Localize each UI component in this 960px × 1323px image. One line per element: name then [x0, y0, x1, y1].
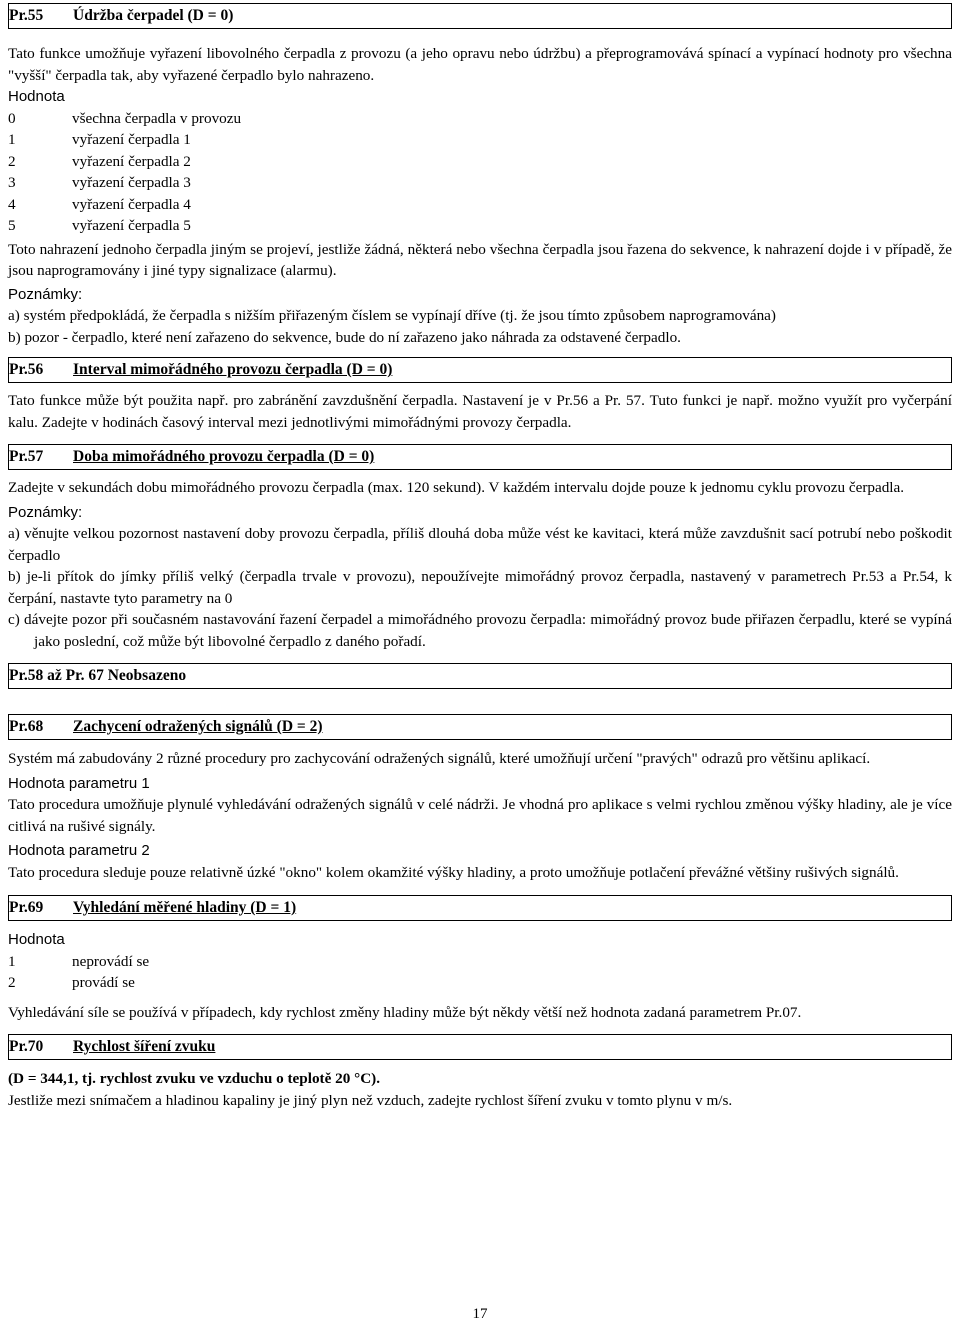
value-label: Hodnota parametru 1: [8, 774, 150, 792]
section-header-pr57: [8, 444, 952, 470]
value-label: Hodnota: [8, 931, 65, 948]
section-title: Rychlost šíření zvuku: [73, 1038, 216, 1055]
option-value: 5: [8, 217, 16, 234]
option-row: [8, 151, 952, 173]
section-header-pr69: [8, 895, 952, 921]
option-text: vyřazení čerpadla 2: [72, 152, 191, 170]
value-label: Hodnota: [8, 88, 65, 105]
paragraph: Vyhledávání síle se používá v případech, kdy rychlost změny hladiny může být někdy větší než hodnota zadaná parametrem Pr.07.: [8, 1003, 802, 1021]
option-text: vyřazení čerpadla 1: [72, 131, 191, 148]
section-title: Zachycení odražených signálů (D = 2): [73, 718, 323, 735]
section-title: Doba mimořádného provozu čerpadla (D = 0): [73, 448, 375, 465]
note: a) systém předpokládá, že čerpadla s nižším přiřazeným číslem se vypínají dříve (tj. že jsou tímto způsobem naprogramována): [8, 307, 776, 324]
option-row: [8, 108, 952, 130]
option-list: [8, 108, 952, 237]
option-value: 4: [8, 195, 16, 213]
option-row: [8, 972, 952, 994]
section-header-pr70: [8, 1034, 952, 1060]
note: c) dávejte pozor při současném nastavování řazení čerpadel a mimořádného provozu čerpadla: mimořádný provoz bude přiřazen čerpadlu, které se vypíná jako poslední, což může být libovolné čerpadlo z daného pořadí.: [8, 611, 952, 650]
option-value: 1: [8, 131, 16, 148]
section-header-pr68: [8, 714, 952, 740]
option-row: [8, 129, 952, 151]
option-row: [8, 215, 952, 237]
paragraph: Tato funkce může být použita např. pro zabránění zavzdušnění čerpadla. Nastavení je v Pr.56 a Pr. 57. Tuto funkci je např. možno využít pro vyčerpání kalu. Zadejte v hodinách časový interval mezi jednotlivými mimořádnými provozy čerpadla.: [8, 392, 952, 431]
option-text: provádí se: [72, 974, 135, 991]
paragraph: Jestliže mezi snímačem a hladinou kapaliny je jiný plyn než vzduch, zadejte rychlost šíření zvuku v tomto plynu v m/s.: [8, 1091, 733, 1109]
section-header-pr58-67: [8, 663, 952, 689]
section-header-pr56: [8, 357, 952, 383]
section-header-pr55: [8, 3, 952, 29]
option-value: 2: [8, 974, 16, 991]
section-code: Pr.70: [9, 1038, 44, 1055]
section-code: Pr.55: [9, 7, 44, 24]
option-list: [8, 951, 952, 994]
section-code: Pr.56: [9, 361, 44, 378]
section-title: Vyhledání měřené hladiny (D = 1): [73, 899, 297, 916]
section-title: Pr.58 až Pr. 67 Neobsazeno: [9, 667, 187, 684]
option-row: [8, 951, 952, 973]
paragraph: Tato procedura sleduje pouze relativně úzké "okno" kolem okamžité výšky hladiny, a proto umožňuje potlačení převážné většiny rušivých signálů.: [8, 863, 899, 881]
option-text: všechna čerpadla v provozu: [72, 109, 242, 127]
section-code: Pr.68: [9, 718, 44, 735]
default-value-line: (D = 344,1, tj. rychlost zvuku ve vzduchu o teplotě 20 °C).: [8, 1070, 381, 1087]
option-value: 0: [8, 109, 16, 127]
option-text: vyřazení čerpadla 3: [72, 174, 191, 191]
option-value: 1: [8, 952, 16, 970]
section-code: Pr.69: [9, 899, 44, 916]
value-label: Hodnota parametru 2: [8, 842, 150, 859]
paragraph: Tato procedura umožňuje plynulé vyhledávání odražených signálů v celé nádrži. Je vhodná pro aplikace s velmi rychlou změnou výšky hladiny, ale je více citlivá na rušivé signály.: [8, 796, 952, 835]
note: b) pozor - čerpadlo, které není zařazeno do sekvence, bude do ní zařazeno jako náhrada za odstavené čerpadlo.: [8, 328, 681, 346]
option-row: [8, 194, 952, 216]
note: b) je-li přítok do jímky příliš velký (čerpadla trvale v provozu), nepoužívejte mimořádný provoz čerpadla, nastavený v parametrech Pr.53 a Pr.54, k čerpání, nastavte tyto parametry na 0: [8, 568, 952, 607]
note: a) věnujte velkou pozornost nastavení doby provozu čerpadla, příliš dlouhá doba může vést ke kavitaci, která může zavzdušnit sací potrubí nebo poškodit čerpadlo: [8, 525, 952, 564]
section-code: Pr.57: [9, 448, 44, 465]
paragraph: Toto nahrazení jednoho čerpadla jiným se projeví, jestliže žádná, některá nebo všechna čerpadla jsou řazena do sekvence, k nahrazení dojde i v případě, že jsou naprogramovány i jiné typy signalizace (alarmu).: [8, 240, 952, 279]
document-page: [8, 0, 952, 1111]
option-value: 2: [8, 152, 16, 170]
paragraph: Tato funkce umožňuje vyřazení libovolného čerpadla z provozu (a jeho opravu nebo údržbu) a přeprogramovává spínací a vypínací hodnoty pro všechna "vyšší" čerpadla tak, aby vyřazené čerpadlo bylo nahrazeno.: [8, 45, 952, 84]
option-text: vyřazení čerpadla 5: [72, 217, 191, 234]
notes-label: Poznámky:: [8, 503, 83, 521]
paragraph: Zadejte v sekundách dobu mimořádného provozu čerpadla (max. 120 sekund). V každém intervalu dojde pouze k jednomu cyklu provozu čerpadla.: [8, 479, 905, 496]
notes-label: Poznámky:: [8, 285, 83, 303]
section-title: Interval mimořádného provozu čerpadla (D = 0): [73, 361, 393, 378]
option-row: [8, 172, 952, 194]
section-title: Údržba čerpadel (D = 0): [73, 7, 234, 24]
option-text: neprovádí se: [72, 952, 150, 970]
page-number: 17: [472, 1306, 488, 1322]
option-value: 3: [8, 174, 16, 191]
paragraph: Systém má zabudovány 2 různé procedury pro zachycování odražených signálů, které umožňují určení "pravých" odrazů pro většinu aplikací.: [8, 750, 871, 767]
option-text: vyřazení čerpadla 4: [72, 195, 191, 213]
